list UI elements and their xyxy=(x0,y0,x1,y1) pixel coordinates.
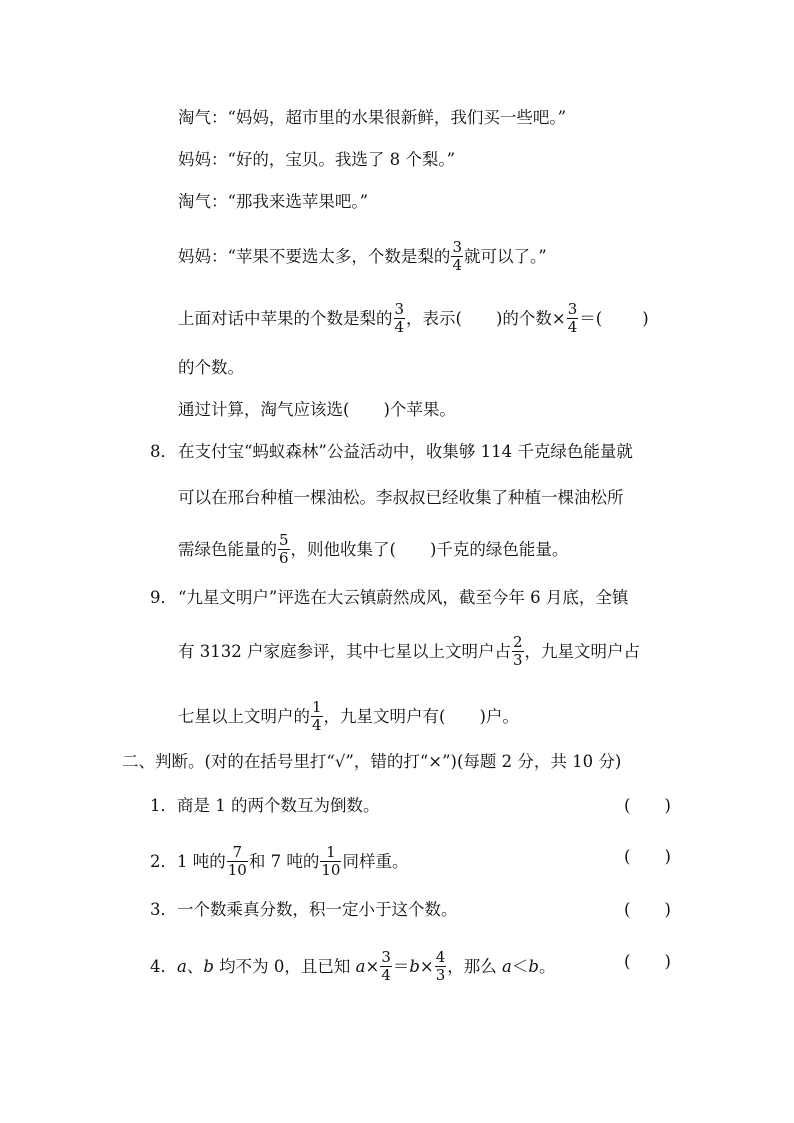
judge-item-1 xyxy=(150,794,380,818)
equals-sign: ＝ xyxy=(392,957,410,976)
q7-text-b: ，表示( xyxy=(406,309,462,328)
q9-line-2-end: ，九星文明户占 xyxy=(524,642,641,661)
variable-b: b xyxy=(409,957,420,976)
judge-item-4 xyxy=(150,950,555,985)
q7-text-e: ) xyxy=(642,309,649,328)
judge-answer-2[interactable]: ( ) xyxy=(624,847,671,866)
q9-line-2 xyxy=(178,635,640,670)
answer-blank[interactable] xyxy=(462,307,496,331)
section-2-heading: 二、判断。(对的在括号里打“√”，错的打“×”)(每题 2 分，共 10 分) xyxy=(122,752,622,771)
fraction-one-tenth: $\frac{1}{10}$ xyxy=(321,843,341,879)
answer-blank[interactable] xyxy=(396,538,430,562)
fraction-one-quarter: $\frac{1}{4}$ xyxy=(312,698,322,734)
judge-text-start: 1 吨的 xyxy=(177,852,226,871)
variable-a: a xyxy=(177,957,187,976)
dialogue-line-1: 淘气：“妈妈，超市里的水果很新鲜，我们买一些吧。” xyxy=(178,108,567,127)
q9-number: 9． xyxy=(150,588,177,607)
dialogue-line-4 xyxy=(178,240,547,275)
q8-line-3-mid: ，则他收集了( xyxy=(290,540,396,559)
fraction-three-quarters: $\frac{3}{4}$ xyxy=(567,300,578,336)
judge-number: 3． xyxy=(150,900,177,919)
dialogue-line-4-end: 就可以了。” xyxy=(463,247,547,266)
judge-text-end: 。 xyxy=(538,957,556,976)
fraction-three-quarters: $\frac{3}{4}$ xyxy=(394,300,405,336)
q8-line-3-end: )千克的绿色能量。 xyxy=(429,540,569,559)
answer-blank[interactable] xyxy=(602,307,642,331)
q9-line-1: “九星文明户”评选在大云镇蔚然成风，截至今年 6 月底，全镇 xyxy=(178,588,629,607)
dialogue-line-4-start: 妈妈：“苹果不要选太多，个数是梨的 xyxy=(178,247,451,266)
answer-blank[interactable] xyxy=(349,398,383,422)
q7-text-a: 上面对话中苹果的个数是梨的 xyxy=(178,309,393,328)
judge-number: 1． xyxy=(150,796,177,815)
times-sign: × xyxy=(419,957,434,976)
fraction-three-quarters: $\frac{3}{4}$ xyxy=(452,238,462,274)
judge-item-3 xyxy=(150,898,458,922)
q9-line-2-start: 有 3132 户家庭参评，其中七星以上文明户占 xyxy=(178,642,511,661)
judge-text-mid: ，那么 xyxy=(447,957,503,976)
fraction-seven-tenths: $\frac{7}{10}$ xyxy=(227,843,247,879)
fraction-three-quarters: $\frac{3}{4}$ xyxy=(381,948,391,984)
fraction-two-thirds: $\frac{2}{3}$ xyxy=(512,633,523,669)
q7-text-d: ＝( xyxy=(579,309,603,328)
q7-text-g-start: 通过计算，淘气应该选( xyxy=(178,400,350,419)
q8-number: 8． xyxy=(150,442,177,461)
judge-answer-4[interactable]: ( ) xyxy=(624,952,671,971)
answer-blank[interactable] xyxy=(445,705,479,729)
judge-text-end: 同样重。 xyxy=(342,852,409,871)
variable-a: a xyxy=(355,957,366,976)
judge-text-mid: 和 7 吨的 xyxy=(248,852,320,871)
dialogue-line-2: 妈妈：“好的，宝贝。我选了 8 个梨。” xyxy=(178,150,456,169)
judge-answer-3[interactable]: ( ) xyxy=(624,900,671,919)
q9-line-3-start: 七星以上文明户的 xyxy=(178,707,310,726)
variable-a: a xyxy=(502,957,512,976)
judge-number: 2． xyxy=(150,852,177,871)
times-sign: × xyxy=(365,957,380,976)
q7-line-3 xyxy=(178,398,456,422)
variable-b: b xyxy=(203,957,214,976)
q7-line-2: 的个数。 xyxy=(178,358,244,377)
separator: 、 xyxy=(186,957,204,976)
judge-text: 商是 1 的两个数互为倒数。 xyxy=(177,796,380,815)
q8-line-2: 可以在邢台种植一棵油松。李叔叔已经收集了种植一棵油松所 xyxy=(178,488,624,507)
judge-item-2 xyxy=(150,845,408,880)
judge-answer-1[interactable]: ( ) xyxy=(624,796,671,815)
q9-line-3 xyxy=(178,700,519,735)
less-than-sign: ＜ xyxy=(511,957,529,976)
q9-line-3-mid: ，九星文明户有( xyxy=(323,707,446,726)
dialogue-line-3: 淘气：“那我来选苹果吧。” xyxy=(178,192,369,211)
q7-text-c: )的个数× xyxy=(495,309,566,328)
q9-line-3-end: )户。 xyxy=(479,707,519,726)
q7-line-1 xyxy=(178,302,649,337)
judge-text: 一个数乘真分数，积一定小于这个数。 xyxy=(177,900,458,919)
q8-line-1: 在支付宝“蚂蚁森林”公益活动中，收集够 114 千克绿色能量就 xyxy=(178,442,633,461)
variable-b: b xyxy=(528,957,539,976)
q8-line-3-start: 需绿色能量的 xyxy=(178,540,277,559)
q8-line-3 xyxy=(178,533,568,568)
judge-number: 4． xyxy=(150,957,177,976)
fraction-four-thirds: $\frac{4}{3}$ xyxy=(435,948,446,984)
judge-text-start: 均不为 0，且已知 xyxy=(213,957,356,976)
fraction-five-sixths: $\frac{5}{6}$ xyxy=(279,531,289,567)
q7-text-g-end: )个苹果。 xyxy=(383,400,456,419)
